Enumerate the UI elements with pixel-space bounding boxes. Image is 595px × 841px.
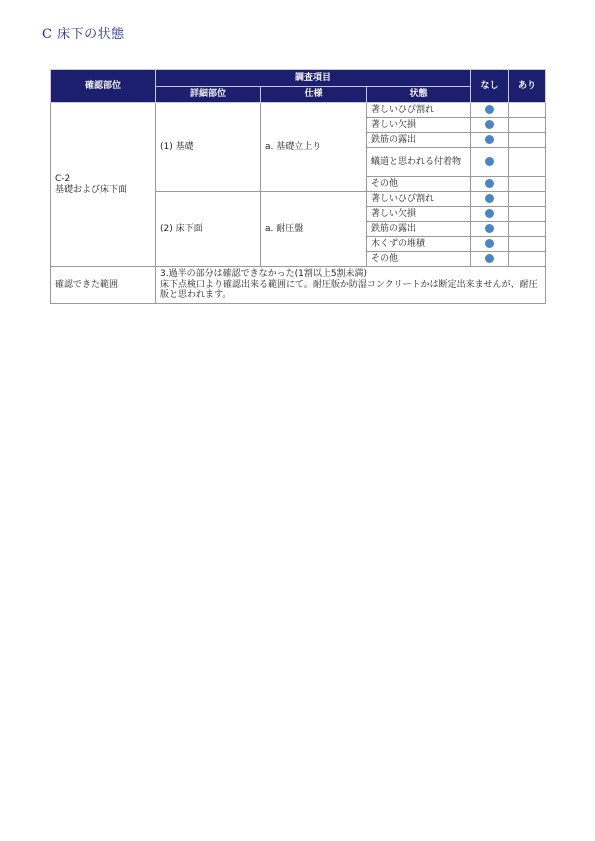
confirmed-range-label: 確認できた範囲 [51,267,156,304]
header-survey-items: 調査項目 [156,70,471,87]
condition-cell: その他 [367,177,471,192]
confirmed-range-row [51,267,546,304]
filled-circle-icon [485,179,494,188]
section-name: 基礎および床下面 [55,184,128,195]
present-mark-cell [509,133,546,148]
none-mark-cell [471,118,509,133]
present-mark-cell [509,237,546,252]
filled-circle-icon [485,135,494,144]
filled-circle-icon [485,120,494,129]
header-none: なし [471,70,509,103]
present-mark-cell [509,207,546,222]
header-specification: 仕様 [261,87,367,103]
condition-cell: 蟻道と思われる付着物 [367,148,471,177]
confirmed-range-line2: 床下点検口より確認出来る範囲にて。耐圧版か防湿コンクリートかは断定出来ませんが、耐圧版と思われます。 [160,279,538,301]
table-row [51,103,546,118]
present-mark-cell [509,192,546,207]
none-mark-cell [471,103,509,118]
present-mark-cell [509,177,546,192]
section-code: C-2 [55,174,71,185]
header-detail-part: 詳細部位 [156,87,261,103]
present-mark-cell [509,222,546,237]
present-mark-cell [509,148,546,177]
filled-circle-icon [485,157,494,166]
none-mark-cell [471,177,509,192]
none-mark-cell [471,133,509,148]
condition-cell: 著しいひび割れ [367,192,471,207]
condition-cell: 著しい欠損 [367,118,471,133]
present-mark-cell [509,118,546,133]
page-title: C 床下の状態 [42,27,125,42]
confirmed-range-text [156,267,546,304]
none-mark-cell [471,192,509,207]
filled-circle-icon [485,194,494,203]
filled-circle-icon [485,209,494,218]
condition-cell: 木くずの堆積 [367,237,471,252]
header-location: 確認部位 [51,70,156,103]
none-mark-cell [471,207,509,222]
filled-circle-icon [485,105,494,114]
condition-cell: 鉄筋の露出 [367,133,471,148]
present-mark-cell [509,252,546,267]
condition-cell: 鉄筋の露出 [367,222,471,237]
specification-cell: a. 耐圧盤 [261,192,367,267]
condition-cell: その他 [367,252,471,267]
survey-table [50,69,546,304]
none-mark-cell [471,237,509,252]
filled-circle-icon [485,254,494,263]
header-present: あり [509,70,546,103]
specification-cell: a. 基礎立上り [261,103,367,192]
filled-circle-icon [485,224,494,233]
none-mark-cell [471,222,509,237]
detail-part-cell: (2) 床下面 [156,192,261,267]
confirmed-range-line1: 3.過半の部分は確認できなかった(1割以上5割未満) [160,269,368,280]
present-mark-cell [509,103,546,118]
detail-part-cell: (1) 基礎 [156,103,261,192]
none-mark-cell [471,148,509,177]
section-cell [51,103,156,267]
header-condition: 状態 [367,87,471,103]
none-mark-cell [471,252,509,267]
condition-cell: 著しいひび割れ [367,103,471,118]
filled-circle-icon [485,239,494,248]
condition-cell: 著しい欠損 [367,207,471,222]
